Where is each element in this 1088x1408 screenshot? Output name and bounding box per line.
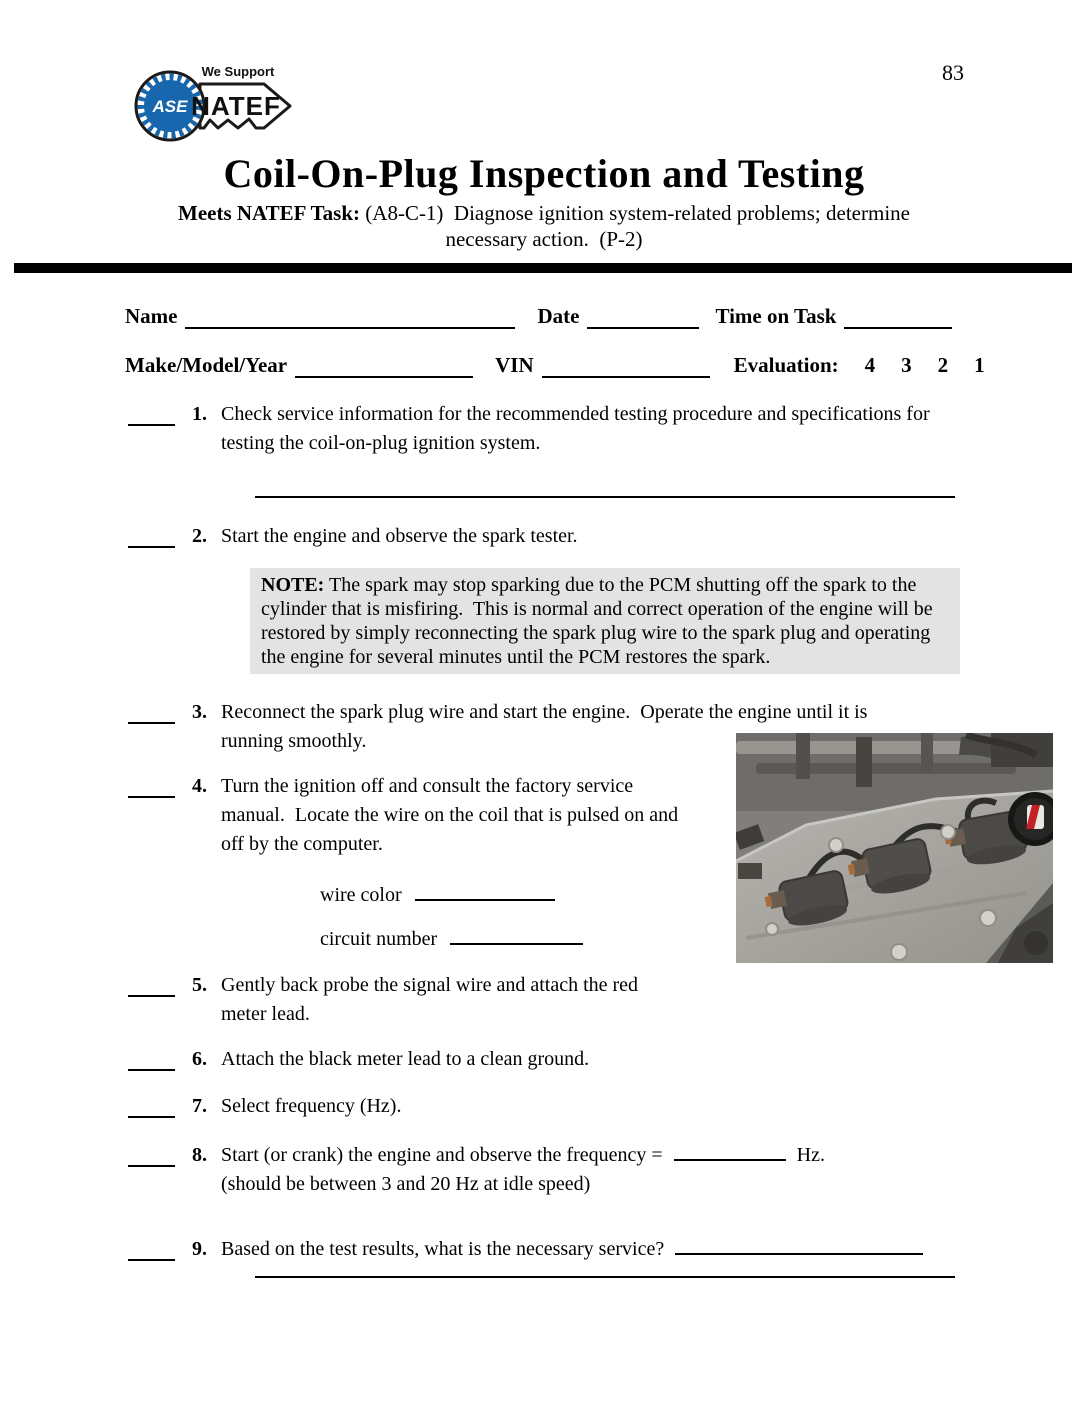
- make-model-year-blank: [295, 356, 473, 378]
- step-4-check-blank: [128, 772, 175, 798]
- step-9-inline-blank: [675, 1235, 923, 1255]
- step-5: [128, 971, 1088, 1029]
- step-2-number: 2.: [192, 525, 207, 547]
- engine-photo: [736, 733, 1053, 963]
- step-6-text: Attach the black meter lead to a clean ground.: [221, 1048, 590, 1070]
- step-3-check-blank: [128, 698, 175, 724]
- step-4-text: Turn the ignition off and consult the factory service manual. Locate the wire on the coil that is pulsed on and off by the computer.: [221, 775, 679, 855]
- name-date-row: [125, 304, 1088, 329]
- name-label: Name: [125, 304, 178, 328]
- step-7: [128, 1092, 1088, 1121]
- natef-ase-logo: [130, 48, 308, 158]
- step-8-text-line2: (should be between 3 and 20 Hz at idle speed): [221, 1173, 591, 1195]
- ase-logo-text: ASE: [152, 97, 188, 116]
- step-3-number: 3.: [192, 701, 207, 723]
- time-on-task-label: Time on Task: [715, 304, 837, 328]
- step-9-text: [221, 1235, 923, 1264]
- step-6: [128, 1045, 1088, 1074]
- note-text: The spark may stop sparking due to the PCM shutting off the spark to the cylinder that is misfiring. This is normal and correct operation of the engine will be restored by simply reconnecting the spark plug wire to the spark plug and operating the engine for several minutes until the PCM restores the spark.: [261, 574, 933, 668]
- step-5-number: 5.: [192, 974, 207, 996]
- evaluation-value-2: 2: [937, 353, 949, 377]
- step-8-text-before: Start (or crank) the engine and observe the frequency =: [221, 1144, 663, 1166]
- wire-color-label: wire color: [320, 884, 402, 906]
- page-number: 83: [942, 60, 964, 85]
- step-1-check-blank: [128, 400, 175, 426]
- step-5-check-blank: [128, 971, 175, 997]
- note-box: [250, 568, 960, 674]
- step-5-text: Gently back probe the signal wire and attach the red meter lead.: [221, 974, 639, 1025]
- vin-blank: [542, 356, 710, 378]
- date-blank: [587, 307, 699, 329]
- step-7-number: 7.: [192, 1095, 207, 1117]
- evaluation-value-1: 1: [974, 353, 985, 377]
- circuit-number-label: circuit number: [320, 928, 438, 950]
- step-2-text: Start the engine and observe the spark tester.: [221, 525, 578, 547]
- step-9-question: Based on the test results, what is the necessary service?: [221, 1238, 665, 1260]
- step-2-check-blank: [128, 522, 175, 548]
- evaluation-label: Evaluation:: [733, 353, 839, 377]
- name-blank: [185, 307, 515, 329]
- header-divider-bar: [14, 263, 1072, 273]
- evaluation-value-4: 4: [864, 353, 876, 377]
- step-9: [128, 1235, 1088, 1264]
- step-4-number: 4.: [192, 775, 207, 797]
- step-7-text: Select frequency (Hz).: [221, 1095, 402, 1117]
- date-label: Date: [537, 304, 580, 328]
- step-6-number: 6.: [192, 1048, 207, 1070]
- step-1-number: 1.: [192, 403, 207, 425]
- natef-task-text: (A8-C-1) Diagnose ignition system-related problems; determine: [365, 201, 910, 225]
- vin-label: VIN: [495, 353, 534, 377]
- time-on-task-blank: [844, 307, 952, 329]
- wire-color-blank: [415, 881, 555, 901]
- natef-task-label: Meets NATEF Task:: [178, 201, 361, 225]
- logo-support-text: We Support: [201, 64, 275, 79]
- step-9-answer-line: [255, 1276, 955, 1278]
- note-label: NOTE:: [261, 574, 325, 596]
- step-1: [128, 400, 1088, 458]
- step-8-unit: Hz.: [796, 1144, 825, 1166]
- vehicle-row: [125, 353, 1088, 378]
- step-8: [128, 1141, 1088, 1199]
- natef-task-line: [0, 201, 1088, 226]
- step-1-text: Check service information for the recommended testing procedure and specifications for testing the coil-on-plug ignition system.: [221, 403, 930, 454]
- step-9-number: 9.: [192, 1238, 207, 1260]
- step-8-check-blank: [128, 1141, 175, 1167]
- step-3-text: Reconnect the spark plug wire and start the engine. Operate the engine until it is running smoothly.: [221, 701, 868, 752]
- step-8-number: 8.: [192, 1144, 207, 1166]
- circuit-number-blank: [450, 925, 583, 945]
- step-6-check-blank: [128, 1045, 175, 1071]
- document-title: Coil-On-Plug Inspection and Testing: [223, 151, 865, 196]
- step-9-check-blank: [128, 1235, 175, 1261]
- step-1-answer-line: [255, 496, 955, 498]
- step-2: [128, 522, 1088, 551]
- step-7-check-blank: [128, 1092, 175, 1118]
- frequency-blank: [674, 1141, 786, 1161]
- logo-org-text: NATEF: [191, 91, 281, 121]
- natef-task-line2: necessary action. (P-2): [445, 227, 643, 251]
- make-model-year-label: Make/Model/Year: [125, 353, 288, 377]
- evaluation-value-3: 3: [901, 353, 912, 377]
- step-8-text: [221, 1141, 825, 1199]
